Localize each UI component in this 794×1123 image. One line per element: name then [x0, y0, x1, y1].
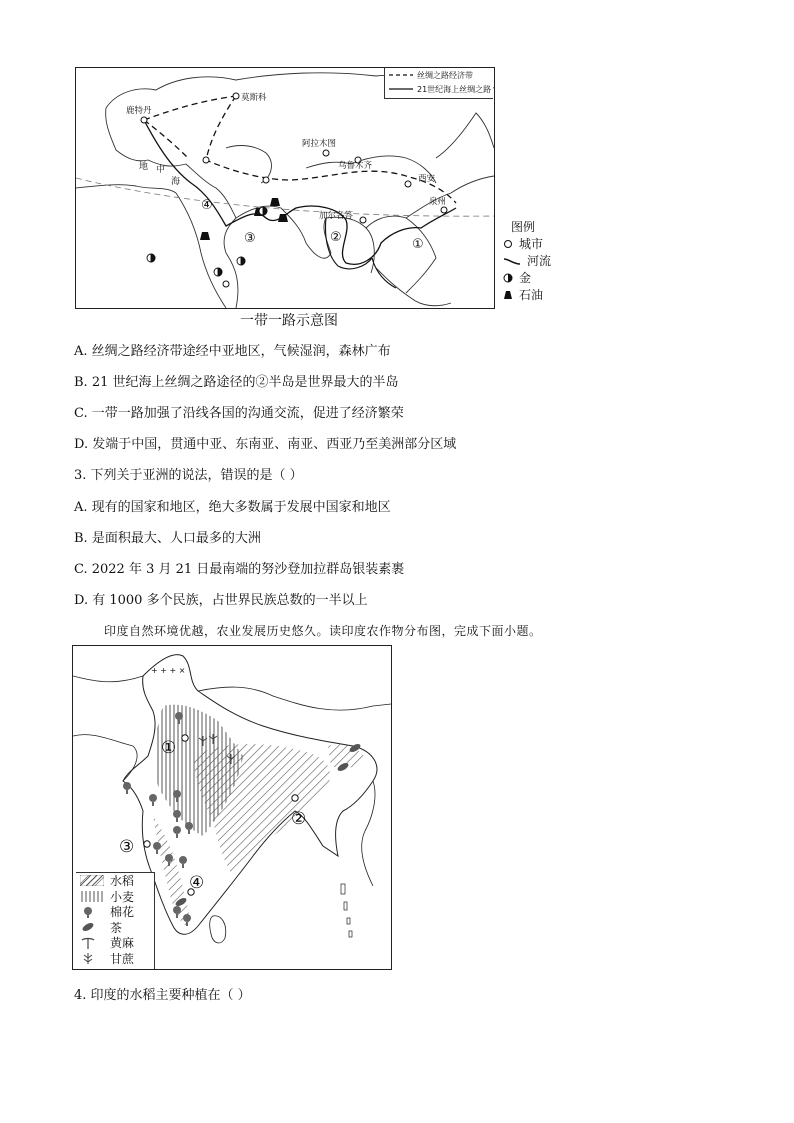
- india-intro: 印度自然环境优越，农业发展历史悠久。读印度农作物分布图，完成下面小题。: [104, 624, 542, 638]
- belt-and-road-map: [75, 67, 495, 309]
- gold-icon: [259, 207, 267, 215]
- label-med-3: 海: [171, 177, 181, 187]
- legend-economic-belt: [385, 68, 493, 82]
- city-almaty-marker: [323, 150, 329, 156]
- solid-line-icon: [389, 86, 413, 92]
- legend-wheat: [76, 889, 154, 905]
- legend-river-label: 河流: [527, 254, 552, 268]
- dashed-line-icon: [389, 72, 413, 78]
- oil-icon: [270, 198, 280, 206]
- map1-symbol-legend: [503, 218, 551, 303]
- gold-icon: [214, 268, 222, 276]
- q3-option-b: B. 是面积最大、人口最多的大洲: [74, 531, 261, 546]
- q3-option-a: A. 现有的国家和地区，绝大多数属于发展中国家和地区: [74, 500, 391, 515]
- map1-caption: 一带一路示意图: [240, 313, 338, 329]
- label-moscow: 莫斯科: [241, 93, 267, 103]
- map2-number-4: ④: [189, 873, 205, 893]
- map2-number-2: ②: [291, 809, 307, 829]
- city-moscow-marker: [233, 93, 239, 99]
- belt-and-road-map-drawing: [76, 68, 494, 308]
- oil-icon: [503, 290, 513, 300]
- label-med-2: 中: [156, 165, 166, 175]
- q3-option-d: D. 有 1000 多个民族，占世界民族总数的一半以上: [74, 593, 368, 608]
- legend-cotton: [76, 904, 154, 920]
- cotton-icon: [123, 782, 131, 794]
- city-kolkata-marker: [360, 217, 366, 223]
- legend-rice: [76, 873, 154, 889]
- map2-number-1: ①: [161, 738, 177, 758]
- legend-oil: [503, 286, 551, 303]
- city-marker: [263, 177, 269, 183]
- oil-icon: [200, 232, 210, 240]
- label-rotterdam: 鹿特丹: [126, 106, 152, 116]
- label-kolkata: 加尔各答: [319, 211, 354, 221]
- map1-number-1: ①: [412, 237, 424, 252]
- legend-gold: [503, 269, 551, 286]
- legend-economic-belt-label: 丝绸之路经济带: [417, 70, 473, 80]
- city-xian-marker: [405, 181, 411, 187]
- legend-jute-label: 黄麻: [110, 936, 135, 951]
- map1-number-4: ④: [201, 198, 213, 213]
- city-marker: [203, 157, 209, 163]
- map1-number-3: ③: [244, 231, 256, 246]
- label-almaty: 阿拉木图: [302, 139, 337, 149]
- india-crop-legend: [76, 872, 155, 969]
- rice-hatch-icon: [80, 875, 104, 886]
- legend-jute: [76, 935, 154, 951]
- label-quanzhou: 泉州: [429, 197, 447, 207]
- q3-stem: 3. 下列关于亚洲的说法，错误的是（ ）: [74, 468, 303, 483]
- oil-icon: [278, 214, 288, 222]
- q2-option-d: D. 发端于中国，贯通中亚、东南亚、南亚、西亚乃至美洲部分区域: [74, 437, 457, 452]
- legend-city: [503, 235, 551, 252]
- legend-river: [503, 252, 551, 269]
- legend-sugarcane: [76, 951, 154, 967]
- legend-sugarcane-label: 甘蔗: [110, 951, 135, 966]
- gold-icon: [503, 273, 513, 283]
- label-med-1: 地: [139, 162, 149, 172]
- legend-maritime-road-label: 21世纪海上丝绸之路: [417, 84, 492, 94]
- legend-oil-label: 石油: [519, 288, 544, 302]
- tea-icon: [80, 921, 104, 933]
- legend-cotton-label: 棉花: [110, 905, 135, 920]
- wheat-hatch-icon: [80, 891, 104, 902]
- city-rotterdam-marker: [141, 117, 147, 123]
- q2-option-a: A. 丝绸之路经济带途经中亚地区，气候湿润，森林广布: [74, 344, 391, 359]
- map2-number-3: ③: [119, 837, 135, 857]
- sugarcane-icon: [80, 952, 104, 964]
- legend-wheat-label: 小麦: [110, 889, 135, 904]
- city-circle-icon: [503, 239, 513, 249]
- label-xian: 西安: [418, 174, 436, 184]
- q2-option-b: B. 21 世纪海上丝绸之路途径的②半岛是世界最大的半岛: [74, 375, 399, 390]
- city-marker: [223, 281, 229, 287]
- q4-stem: 4. 印度的水稻主要种植在（ ）: [74, 988, 251, 1003]
- river-icon: [503, 256, 521, 266]
- legend-maritime-road: [385, 82, 493, 96]
- gold-icon: [237, 257, 245, 265]
- map1-route-legend: [384, 68, 493, 99]
- q3-option-c: C. 2022 年 3 月 21 日最南端的努沙登加拉群岛银装素裹: [74, 562, 405, 577]
- legend-city-label: 城市: [519, 237, 544, 251]
- q2-option-c: C. 一带一路加强了沿线各国的沟通交流，促进了经济繁荣: [74, 406, 404, 421]
- border-marks: + + + ×: [151, 666, 186, 675]
- legend-title: 图例: [511, 220, 536, 234]
- legend-rice-label: 水稻: [110, 874, 135, 889]
- cotton-icon: [80, 906, 104, 918]
- label-urumqi: 乌鲁木齐: [338, 161, 373, 171]
- gold-icon: [147, 254, 155, 262]
- legend-tea: [76, 920, 154, 936]
- legend-gold-label: 金: [519, 271, 532, 285]
- jute-icon: [80, 937, 104, 949]
- city-quanzhou-marker: [441, 207, 447, 213]
- map1-number-2: ②: [330, 230, 342, 245]
- legend-tea-label: 茶: [110, 920, 123, 935]
